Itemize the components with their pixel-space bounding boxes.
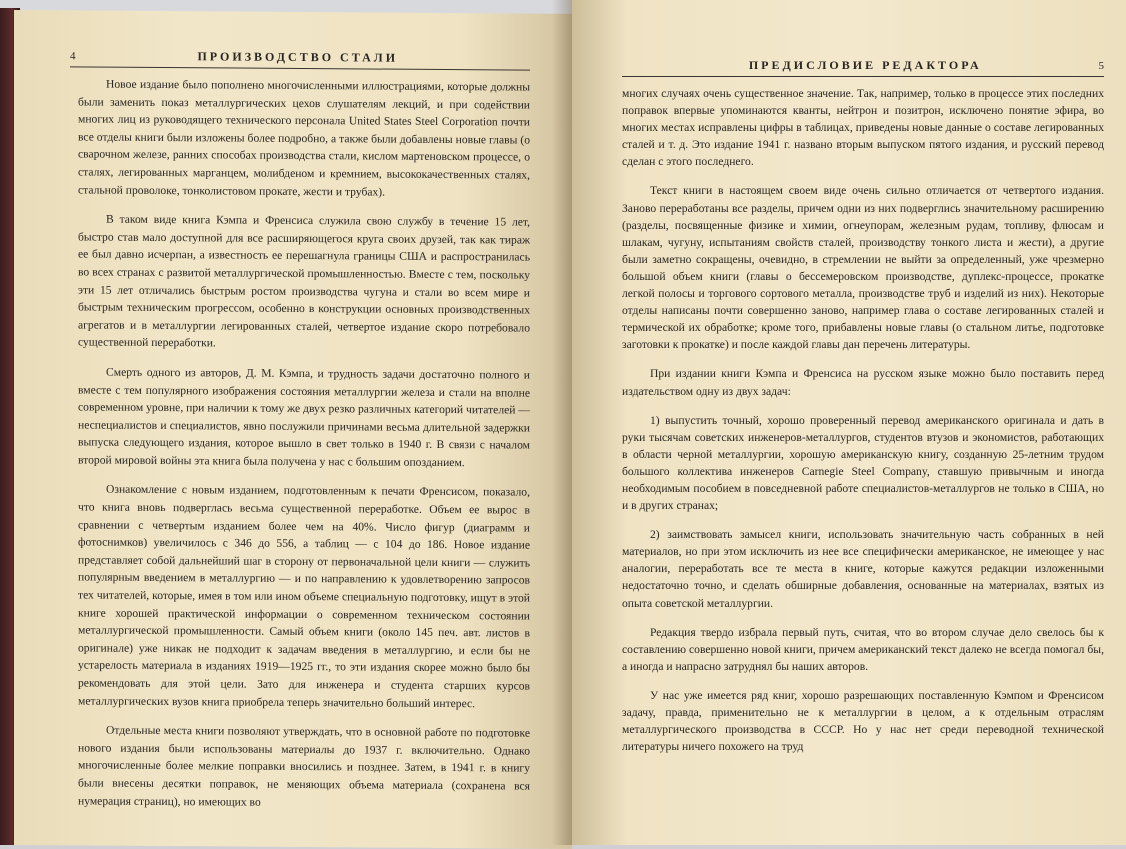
- right-running-title: ПРЕДИСЛОВИЕ РЕДАКТОРА: [748, 58, 982, 72]
- paragraph: В таком виде книга Кэмпа и Френсиса служила свою службу в течение 15 лет, быстро став мало доступной для все расширяющегося круга своих друзей, так как тираж ее был давно исчерпан, а известность ее перешагнула границы США и распространилась во всех странах с развитой металлургической промышленностью. Вместе с тем, поскольку эти 15 лет отличались быстрым ростом производства чугуна и стали во всем мире и быстрым техническим прогрессом, особенно в конструкции основных производственных агрегатов и в металлургии легированных сталей, четвертое издание скоро потребовало существенной переработки.: [78, 212, 530, 350]
- paragraph: 1) выпустить точный, хорошо проверенный перевод американского оригинала и дать в руки тысячам советских инженеров-металлургов, студентов втузов и экономистов, работающих в области черной металлургии, хорошую американскую книгу, созданную 25-летним трудом большого коллектива инженеров Carnegie Steel Company, ставшую привычным и иногда необходимым пособием в повседневной работе специалистов-металлургов не только в США, но и в других странах;: [622, 413, 1104, 513]
- paragraph: У нас уже имеется ряд книг, хорошо разрешающих поставленную Кэмпом и Френсисом задачу, правда, применительно не к металлургии в целом, а к отдельным отраслям металлургического производства в СССР. Но у нас нет среди переводной технической литературы ничего похожего на труд: [622, 688, 1104, 754]
- left-page: [14, 10, 572, 849]
- right-page-number: 5: [1098, 60, 1104, 72]
- left-running-head: [70, 48, 530, 70]
- paragraph: При издании книги Кэмпа и Френсиса на русском языке можно было поставить перед издательством одну из двух задач:: [622, 367, 1104, 398]
- paragraph: Редакция твердо избрала первый путь, считая, что во втором случае дело свелось бы к составлению совершенно новой книги, причем американский текст далеко не всегда помогал бы, а иногда и напрасно затруднял бы наших авторов.: [622, 625, 1104, 673]
- paragraph: многих случаях очень существенное значение. Так, например, только в процессе этих последних поправок впервые упоминаются кванты, нейтрон и позитрон, исключено понятие эфира, во многих местах исправлены цифры в таблицах, приведены новые данные о составе легированных сталей и т. д. Это издание 1941 г. названо вторым выпуском пятого издания, и русский перевод сделан с этого последнего.: [622, 87, 1104, 169]
- right-page: [572, 0, 1126, 845]
- paragraph: Новое издание было пополнено многочисленными иллюстрациями, которые должны были заменить показ металлургических цехов слушателям лекций, и при содействии многих лиц из руководящего технического персонала United States Steel Corporation почти все отделы книги были изложены более подробно, а также были добавлены новые главы (о сварочном железе, ранних способах производства стали, кислом мартеновском процессе, о сталях, легированных марганцем, молибденом и кремнием, высококачественных сталях, стальной проволоке, тонколистовом прокате, жести и трубах).: [78, 77, 530, 199]
- right-running-head: [622, 58, 1104, 77]
- paragraph: Текст книги в настоящем своем виде очень сильно отличается от четвертого издания. Заново переработаны все разделы, причем одни из них подверглись значительному расширению (разделы, посвященные физике и химии, огнеупорам, железным рудам, топливу, флюсам и шлакам, чугуну, испытаниям свойств сталей, производству тонкого листа и жести), а другие были заметно сокращены, очевидно, в стремлении не выйти за определенный, уже чрезмерно большой объем книги (главы о бессемеровском производстве, дуплекс-процессе, прокатке легкой полосы и торгового сортового металла, производстве труб и изделий из них). Некоторые отделы написаны почти совершенно заново, например глава о составе легированных сталей и термической их обработке; кроме того, прибавлены новые главы (о стальном литье, подготовке заготовки к прокатке) и после каждой главы дан перечень литературы.: [622, 184, 1104, 352]
- paragraph: 2) заимствовать замысел книги, использовать значительную часть собранных в ней материалов, но при этом исключить из нее все специфически американское, не имеющее у нас аналогии, переработать все те места в книге, которые кажутся редакции изложенными недостаточно точно, и сделать обширные добавления, основанные на материалах, взятых из опыта советской металлургии.: [622, 528, 1104, 610]
- paragraph: Отдельные места книги позволяют утверждать, что в основной работе по подготовке нового издания были использованы материалы до 1937 г. включительно. Однако многочисленные более мелкие поправки вносились и позднее. Затем, в 1941 г. в книгу были внесены десятки поправок, не меняющих объема материала (сохранена вся нумерация страниц), но имеющих во: [78, 723, 530, 809]
- right-page-body: [622, 85, 1104, 755]
- left-running-title: ПРОИЗВОДСТВО СТАЛИ: [197, 49, 399, 65]
- paragraph: Смерть одного из авторов, Д. М. Кэмпа, и трудность задачи достаточно полного и вместе с тем популярного изображения состояния металлургии железа и стали на вполне современном уровне, при наличии к тому же двух резко различных категорий читателей — неспециалистов и специалистов, явно послужили причинами весьма длительной задержки выпуска следующего издания, которое вышло в свет только в 1940 г. В связи с началом второй мировой войны эта книга была получена у нас с большим опозданием.: [78, 365, 530, 470]
- left-page-body: [78, 75, 530, 812]
- left-page-number: 4: [70, 50, 76, 63]
- paragraph: Ознакомление с новым изданием, подготовленным к печати Френсисом, показало, что книга вновь подверглась весьма существенной переработке. Объем ее вырос в сравнении с четвертым изданием более чем на 40%. Число фигур (диаграмм и фотоснимков) увеличилось с 346 до 556, а таблиц — с 104 до 186. Новое издание представляет собой дальнейший шаг в сторону от первоначальной цели книги — служить популярным введением в металлургию — и по направлению к удовлетворению запросов тех читателей, которые, имея в том или ином объеме специальную подготовку, ищут в этой книге хорошей практической информации о современном техническом состоянии металлургической промышленности. Самый объем книги (около 145 печ. авт. листов в оригинале) уже никак не подходит к задачам введения в металлургию, и если бы не устарелость материала в изданиях 1919—1925 гг., то эти издания скорее можно было бы рекомендовать для этой цели. Зато для инженера и студента старших курсов металлургических вузов книга приобрела теперь значительно больший интерес.: [78, 483, 530, 710]
